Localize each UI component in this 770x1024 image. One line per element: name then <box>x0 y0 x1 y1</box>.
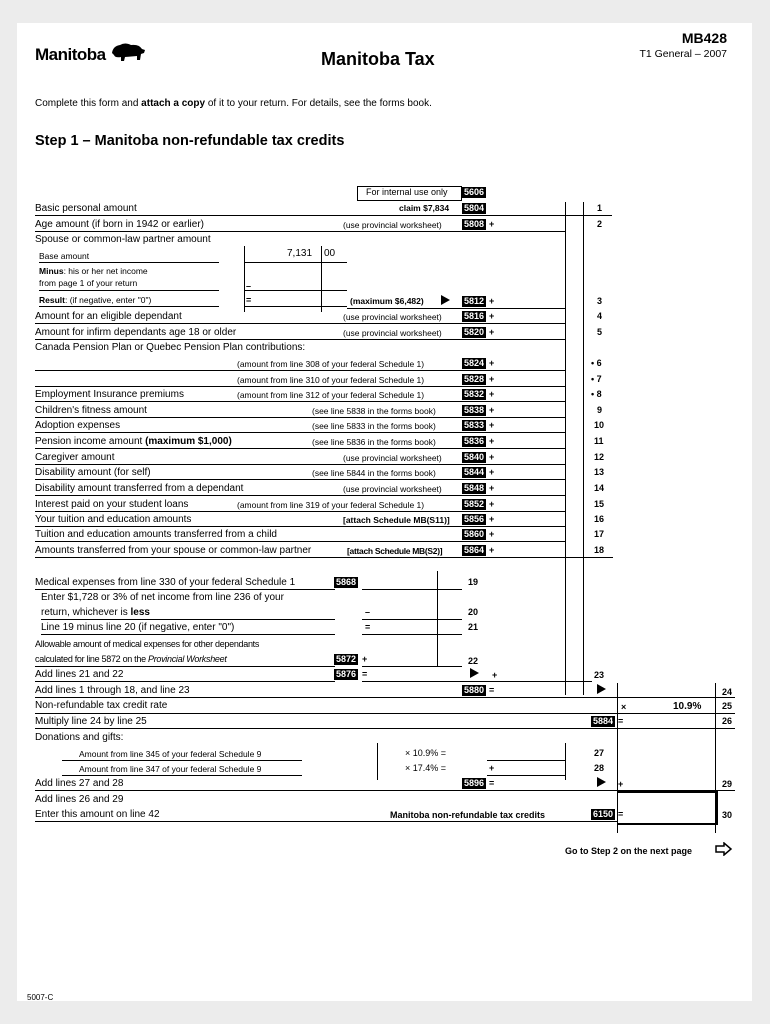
cpp-heading: Canada Pension Plan or Quebec Pension Plan contributions: <box>35 342 306 353</box>
line-26-number: 26 <box>722 716 733 726</box>
line-13-hint: (see line 5844 in the forms book) <box>312 468 436 478</box>
line-13-number: 13 <box>594 467 605 477</box>
line-22-rule <box>35 666 335 667</box>
minus-label-line2: from page 1 of your return <box>39 278 138 288</box>
line-12-number: 12 <box>594 452 605 462</box>
line-23-label: Add lines 21 and 22 <box>35 669 124 680</box>
line-14-rule <box>35 495 565 496</box>
base-amount-field <box>244 262 347 263</box>
go-to-step-2-text: Go to Step 2 on the next page <box>565 846 693 856</box>
bison-icon <box>109 41 147 65</box>
line-30-total-box <box>617 791 718 825</box>
line-12-label: Caregiver amount <box>35 452 115 463</box>
base-amount-value: 7,131 <box>287 248 313 259</box>
line-29-code: 5896 <box>464 778 485 788</box>
line-27-field <box>487 760 565 761</box>
line-15-rule <box>35 511 565 512</box>
base-amount-cents: 00 <box>324 248 336 259</box>
line-15-label: Interest paid on your student loans <box>35 499 189 510</box>
line-17-code: 5860 <box>464 529 485 539</box>
line-28-number: 28 <box>594 763 605 773</box>
line-18-op: + <box>489 545 495 555</box>
line-15-code: 5852 <box>464 499 485 509</box>
line-13-rule <box>35 479 565 480</box>
line-9-code: 5838 <box>464 405 485 415</box>
line-22-code: 5872 <box>336 654 357 664</box>
line-20-number: 20 <box>468 607 479 617</box>
line-6-op: + <box>489 358 495 368</box>
line-25-op: × <box>621 702 627 712</box>
line-18-label: Amounts transferred from your spouse or common-law partner <box>35 545 312 556</box>
line-17-op: + <box>489 529 495 539</box>
line-28-label: Amount from line 347 of your federal Schedule 9 <box>79 764 262 774</box>
line-5-op: + <box>489 327 495 337</box>
line-6-hint: (amount from line 308 of your federal Schedule 1) <box>237 359 425 369</box>
line-11-number: 11 <box>594 436 604 446</box>
line-25-rate: 10.9% <box>673 701 702 712</box>
form-subtitle: T1 General – 2007 <box>639 48 727 60</box>
line-30-rule <box>35 821 617 822</box>
line-9-number: 9 <box>597 405 603 415</box>
line-13-code: 5844 <box>464 467 485 477</box>
line-5-code: 5820 <box>464 327 485 337</box>
line-18-field <box>565 557 613 558</box>
line-3-arrow-icon <box>441 295 450 305</box>
line-16-op: + <box>489 514 495 524</box>
line-22-field <box>362 666 462 667</box>
line-11-rule <box>35 448 565 449</box>
line-26-op: = <box>618 716 624 726</box>
line-16-number: 16 <box>594 514 605 524</box>
minus-rule <box>39 290 219 291</box>
minus-field <box>244 290 347 291</box>
line-4-label: Amount for an eligible dependant <box>35 311 182 322</box>
line-6-number: • 6 <box>591 358 602 368</box>
line-4-hint: (use provincial worksheet) <box>343 312 442 322</box>
col-rule-a <box>565 202 566 695</box>
line-3-code: 5812 <box>464 296 485 306</box>
line-2-label: Age amount (if born in 1942 or earlier) <box>35 219 204 230</box>
right-arrow-outline-icon <box>715 842 733 856</box>
line-29-label: Add lines 27 and 28 <box>35 778 124 789</box>
line-22-op: + <box>362 654 368 664</box>
result-rule <box>39 306 219 307</box>
line-28-field <box>487 775 565 776</box>
line-8-number: • 8 <box>591 389 602 399</box>
line-22-label-b: calculated for line 5872 on the Provincial Worksheet <box>35 654 227 664</box>
line-7-number: • 7 <box>591 374 602 384</box>
line-29-arrow-icon <box>597 777 606 787</box>
line-12-rule <box>35 464 565 465</box>
line-20-label-b: return, whichever is less <box>41 607 150 618</box>
line-5-label: Amount for infirm dependants age 18 or older <box>35 327 237 338</box>
minus-label: Minus: his or her net income <box>39 266 148 276</box>
line-30-number: 30 <box>722 810 733 820</box>
line-19-code: 5868 <box>336 577 357 587</box>
line-24-label: Add lines 1 through 18, and line 23 <box>35 685 190 696</box>
line-21-label: Line 19 minus line 20 (if negative, enter "0") <box>41 622 235 633</box>
line-3-number: 3 <box>597 296 603 306</box>
line-14-number: 14 <box>594 483 605 493</box>
line-4-number: 4 <box>597 311 603 321</box>
base-amount-rule <box>39 262 219 263</box>
line-16-rule <box>35 526 565 527</box>
line-21-field <box>362 634 462 635</box>
base-amount-label: Base amount <box>39 251 90 261</box>
form-id: 5007-C <box>27 993 54 1002</box>
line-15-number: 15 <box>594 499 605 509</box>
line-11-hint: (see line 5836 in the forms book) <box>312 437 436 447</box>
line-16-label: Your tuition and education amounts <box>35 514 192 525</box>
line-26-code: 5884 <box>593 716 614 726</box>
line-24-op: = <box>489 685 495 695</box>
line-9-hint: (see line 5838 in the forms book) <box>312 406 436 416</box>
line-18-rule <box>35 557 565 558</box>
line-23-op: = <box>362 669 368 679</box>
result-field <box>244 306 347 307</box>
line-23-arrow-icon <box>470 668 479 678</box>
line-10-number: 10 <box>594 420 605 430</box>
line-16-code: 5856 <box>464 514 485 524</box>
line-9-rule <box>35 417 565 418</box>
line-23-code: 5876 <box>336 669 357 679</box>
line-4-rule <box>35 323 565 324</box>
line-18-hint: [attach Schedule MB(S2)] <box>347 546 443 556</box>
line-30-op: = <box>618 809 624 819</box>
line-10-op: + <box>489 420 495 430</box>
line-8-label: Employment Insurance premiums <box>35 389 184 400</box>
line-12-op: + <box>489 452 495 462</box>
line-26-label: Multiply line 24 by line 25 <box>35 716 147 727</box>
line-9-label: Children's fitness amount <box>35 405 147 416</box>
line-1-label: Basic personal amount <box>35 203 137 214</box>
line-6-code: 5824 <box>464 358 485 368</box>
line-23-number: 23 <box>594 670 605 680</box>
line-10-label: Adoption expenses <box>35 420 121 431</box>
line-7-code: 5828 <box>464 374 485 384</box>
line-14-op: + <box>489 483 495 493</box>
line-5-hint: (use provincial worksheet) <box>343 328 442 338</box>
line-12-hint: (use provincial worksheet) <box>343 453 442 463</box>
line-19-label: Medical expenses from line 330 of your federal Schedule 1 <box>35 577 296 588</box>
line-26-rule <box>35 728 735 729</box>
form-code: MB428 <box>681 30 727 46</box>
donation-col-a <box>377 743 378 780</box>
line-23-field <box>362 681 592 682</box>
line-20-label-a: Enter $1,728 or 3% of net income from line 236 of your <box>41 592 284 603</box>
line-5-number: 5 <box>597 327 603 337</box>
donations-heading: Donations and gifts: <box>35 732 124 743</box>
line-1-code: 5804 <box>464 203 485 213</box>
line-21-rule <box>41 634 335 635</box>
line-5-rule <box>35 339 565 340</box>
minus-op: – <box>246 281 252 291</box>
line-22-number: 22 <box>468 656 479 666</box>
line-4-code: 5816 <box>464 311 485 321</box>
line-4-op: + <box>489 311 495 321</box>
result-op: = <box>246 295 252 305</box>
line-6-rule <box>35 370 565 371</box>
line-8-code: 5832 <box>464 389 485 399</box>
line-18-code: 5864 <box>464 545 485 555</box>
line-8-hint: (amount from line 312 of your federal Schedule 1) <box>237 390 425 400</box>
line-30-hint: Manitoba non-refundable tax credits <box>390 810 546 820</box>
line-23-op2: + <box>492 670 498 680</box>
line-7-op: + <box>489 374 495 384</box>
line-25-number: 25 <box>722 701 733 711</box>
line-30-label-b: Enter this amount on line 42 <box>35 809 160 820</box>
line-17-number: 17 <box>594 529 605 539</box>
line-25-label: Non-refundable tax credit rate <box>35 700 168 711</box>
line-30-label-a: Add lines 26 and 29 <box>35 794 124 805</box>
line-30-code: 6150 <box>593 809 614 819</box>
line-29-number: 29 <box>722 779 733 789</box>
line-19-number: 19 <box>468 577 479 587</box>
line-10-rule <box>35 432 565 433</box>
line-23-rule <box>35 681 335 682</box>
line-24-rule <box>35 697 735 698</box>
line-24-arrow-icon <box>597 684 606 694</box>
spouse-col-left <box>244 246 245 312</box>
line-12-code: 5840 <box>464 452 485 462</box>
line-14-code: 5848 <box>464 483 485 493</box>
line-13-label: Disability amount (for self) <box>35 467 151 478</box>
internal-use-code: 5606 <box>464 187 485 197</box>
line-21-number: 21 <box>468 622 479 632</box>
line-28-op: + <box>489 763 495 773</box>
line-19-field <box>362 589 462 590</box>
donation-col-b <box>565 743 566 780</box>
line-14-label: Disability amount transferred from a dependant <box>35 483 244 494</box>
line-7-rule <box>35 386 565 387</box>
spouse-col-cents <box>321 246 322 312</box>
line-11-code: 5836 <box>464 436 485 446</box>
col-rule-b <box>583 202 584 695</box>
manitoba-logo-text: Manitoba <box>35 45 106 64</box>
line-28-calc: × 17.4% = <box>405 763 447 773</box>
line-29-op2: + <box>618 779 624 789</box>
line-3-op: + <box>489 296 495 306</box>
line-29-op: = <box>489 778 495 788</box>
line-9-op: + <box>489 405 495 415</box>
line-2-op: + <box>489 219 495 229</box>
line-24-number: 24 <box>722 687 733 697</box>
line-16-hint: [attach Schedule MB(S11)] <box>343 515 450 525</box>
line-7-hint: (amount from line 310 of your federal Schedule 1) <box>237 375 425 385</box>
line-27-rule <box>62 760 302 761</box>
line-15-op: + <box>489 499 495 509</box>
line-11-op: + <box>489 436 495 446</box>
line-1-number: 1 <box>597 203 603 213</box>
line-17-label: Tuition and education amounts transferred from a child <box>35 529 277 540</box>
line-18-number: 18 <box>594 545 605 555</box>
line-22-label-a: Allowable amount of medical expenses for other dependants <box>35 639 260 649</box>
line-11-label: Pension income amount (maximum $1,000) <box>35 436 232 447</box>
spouse-heading: Spouse or common-law partner amount <box>35 234 211 245</box>
line-27-label: Amount from line 345 of your federal Schedule 9 <box>79 749 262 759</box>
line-20-field <box>362 619 462 620</box>
line-19-rule <box>35 589 335 590</box>
form-page <box>17 23 752 1001</box>
intro-text: Complete this form and attach a copy of it to your return. For details, see the forms book. <box>35 98 432 109</box>
line-17-rule <box>35 541 565 542</box>
line-15-hint: (amount from line 319 of your federal Schedule 1) <box>237 500 425 510</box>
line-14-hint: (use provincial worksheet) <box>343 484 442 494</box>
line-2-code: 5808 <box>464 219 485 229</box>
line-2-number: 2 <box>597 219 603 229</box>
line-24-code: 5880 <box>464 685 485 695</box>
line-27-calc: × 10.9% = <box>405 748 447 758</box>
line-25-rule <box>35 713 735 714</box>
line-21-op: = <box>365 622 371 632</box>
line-10-hint: (see line 5833 in the forms book) <box>312 421 436 431</box>
line-2-hint: (use provincial worksheet) <box>343 220 442 230</box>
line-8-rule <box>35 401 565 402</box>
line-1-hint: claim $7,834 <box>399 203 450 213</box>
internal-use-label: For internal use only <box>366 187 448 197</box>
step-1-title: Step 1 – Manitoba non-refundable tax credits <box>35 133 345 149</box>
page-title: Manitoba Tax <box>321 49 435 69</box>
line-28-rule <box>62 775 302 776</box>
line-2-rule <box>35 231 565 232</box>
line-20-op: – <box>365 607 371 617</box>
line-27-number: 27 <box>594 748 605 758</box>
line-20-rule <box>41 619 335 620</box>
line-3-rule <box>347 308 565 309</box>
line-1-field <box>492 215 612 216</box>
line-13-op: + <box>489 467 495 477</box>
line-10-code: 5833 <box>464 420 485 430</box>
result-label: Result: (if negative, enter "0") <box>39 295 152 305</box>
line-3-hint: (maximum $6,482) <box>350 296 424 306</box>
line-8-op: + <box>489 389 495 399</box>
